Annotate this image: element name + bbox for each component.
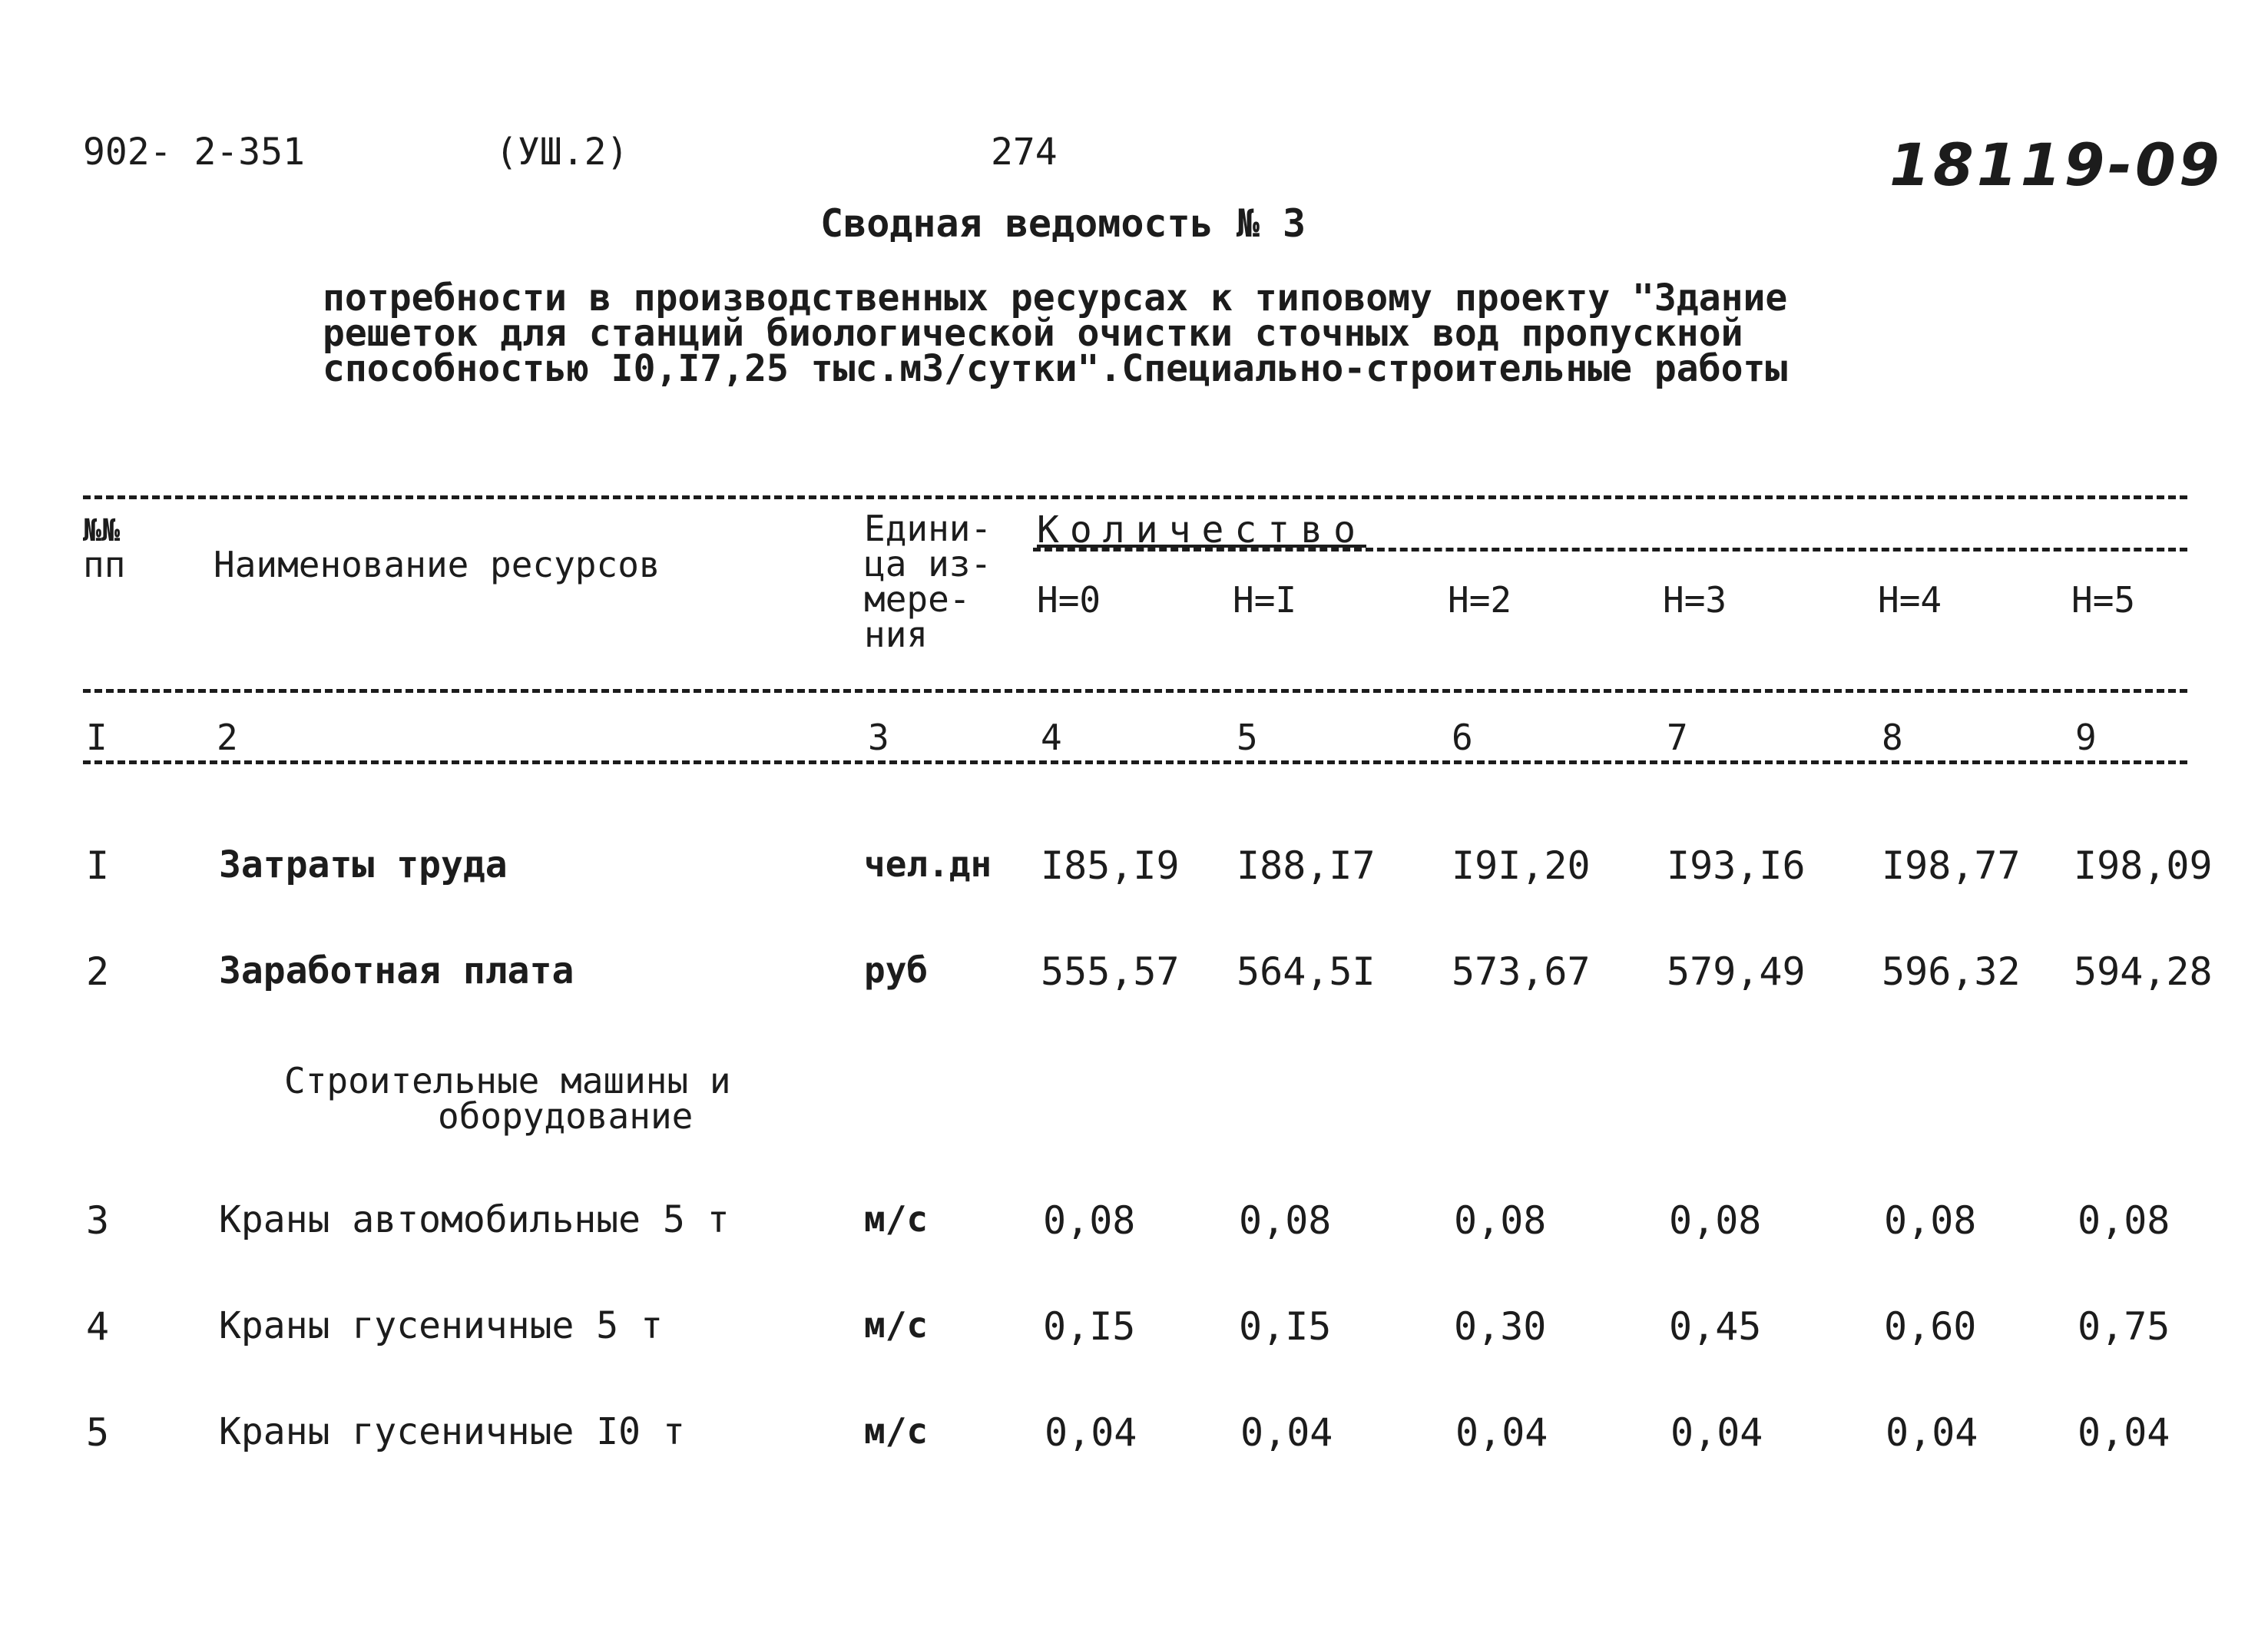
- description-line-1: потребности в производственных ресурсах к типовому проекту "Здание: [323, 277, 1788, 320]
- col-unit-header-line-2: ца из-: [864, 543, 992, 585]
- table-top-rule: [83, 495, 2187, 499]
- row-3-h4: 0,08: [1884, 1198, 1977, 1243]
- sub-header-h4: Н=4: [1878, 579, 1942, 621]
- col-number-8: 8: [1882, 717, 1903, 758]
- col-number-6: 6: [1452, 717, 1473, 758]
- row-4-h1: 0,I5: [1239, 1304, 1332, 1349]
- row-2-h1: 564,5I: [1237, 949, 1376, 994]
- sub-header-h3: Н=3: [1663, 579, 1727, 621]
- row-3-h2: 0,08: [1454, 1198, 1547, 1243]
- row-2-h3: 579,49: [1667, 949, 1806, 994]
- row-4-name: Краны гусеничные 5 т: [219, 1304, 663, 1347]
- row-3-no: 3: [86, 1198, 110, 1243]
- row-4-h5: 0,75: [2078, 1304, 2170, 1349]
- quantity-header: Количество: [1037, 508, 1366, 552]
- row-1-unit: чел.дн: [864, 843, 992, 885]
- row-5-h4: 0,04: [1886, 1410, 1978, 1455]
- col-number-7: 7: [1667, 717, 1688, 758]
- col-unit-header-line-1: Едини-: [864, 508, 992, 549]
- col-number-3: 3: [868, 717, 889, 758]
- row-2-h4: 596,32: [1882, 949, 2021, 994]
- row-4-h2: 0,30: [1454, 1304, 1547, 1349]
- handwritten-number: 18119-09: [1889, 131, 2223, 199]
- col-number-1: I: [86, 717, 108, 758]
- description-line-3: способностью I0,I7,25 тыс.м3/сутки".Специально-строительные работы: [323, 347, 1788, 390]
- row-4-h3: 0,45: [1669, 1304, 1762, 1349]
- col-no-header-line-1: №№: [83, 513, 121, 548]
- row-5-unit: м/с: [864, 1410, 929, 1452]
- row-5-h0: 0,04: [1045, 1410, 1137, 1455]
- description-line-2: решеток для станций биологической очистки сточных вод пропускной: [323, 312, 1743, 355]
- column-number-rule: [83, 760, 2187, 764]
- sub-header-h0: Н=0: [1037, 579, 1101, 621]
- col-no-header-line-2: пп: [83, 544, 126, 585]
- row-1-name: Затраты труда: [219, 843, 508, 886]
- row-4-unit: м/с: [864, 1304, 929, 1346]
- row-4-no: 4: [86, 1304, 110, 1349]
- row-1-no: I: [86, 843, 110, 888]
- col-name-header: Наименование ресурсов: [214, 544, 661, 585]
- row-1-h0: I85,I9: [1041, 843, 1180, 888]
- page-number: 274: [991, 131, 1058, 174]
- row-1-h3: I93,I6: [1667, 843, 1806, 888]
- row-2-h0: 555,57: [1041, 949, 1180, 994]
- row-3-name: Краны автомобильные 5 т: [219, 1198, 730, 1241]
- row-3-h1: 0,08: [1239, 1198, 1332, 1243]
- row-5-h5: 0,04: [2078, 1410, 2170, 1455]
- row-3-unit: м/с: [864, 1198, 929, 1240]
- row-1-h4: I98,77: [1882, 843, 2021, 888]
- row-5-no: 5: [86, 1410, 110, 1455]
- col-unit-header-line-4: ния: [864, 614, 929, 655]
- col-number-5: 5: [1237, 717, 1258, 758]
- row-1-h5: I98,09: [2074, 843, 2213, 888]
- row-3-h5: 0,08: [2078, 1198, 2170, 1243]
- document-code: 902- 2-351: [83, 131, 305, 174]
- sub-header-h1: Н=I: [1233, 579, 1297, 621]
- section-code: (УШ.2): [495, 131, 629, 174]
- row-5-h2: 0,04: [1455, 1410, 1548, 1455]
- section-heading-line-1: Строительные машины и: [284, 1060, 731, 1101]
- col-unit-header-line-3: мере-: [864, 578, 971, 620]
- row-1-h1: I88,I7: [1237, 843, 1376, 888]
- row-3-h3: 0,08: [1669, 1198, 1762, 1243]
- row-2-no: 2: [86, 949, 110, 994]
- row-2-unit: руб: [864, 949, 929, 991]
- row-5-name: Краны гусеничные I0 т: [219, 1410, 685, 1453]
- section-heading-line-2: оборудование: [438, 1095, 694, 1137]
- row-4-h0: 0,I5: [1043, 1304, 1136, 1349]
- col-number-9: 9: [2075, 717, 2097, 758]
- sub-header-h2: Н=2: [1448, 579, 1512, 621]
- row-5-h1: 0,04: [1240, 1410, 1333, 1455]
- row-3-h0: 0,08: [1043, 1198, 1136, 1243]
- col-number-2: 2: [217, 717, 238, 758]
- page-title: Сводная ведомость № 3: [820, 201, 1306, 246]
- row-2-name: Заработная плата: [219, 949, 574, 992]
- row-5-h3: 0,04: [1670, 1410, 1763, 1455]
- row-2-h5: 594,28: [2074, 949, 2213, 994]
- col-number-4: 4: [1041, 717, 1062, 758]
- row-2-h2: 573,67: [1452, 949, 1591, 994]
- row-4-h4: 0,60: [1884, 1304, 1977, 1349]
- row-1-h2: I9I,20: [1452, 843, 1591, 888]
- header-bottom-rule: [83, 689, 2187, 693]
- sub-header-h5: Н=5: [2071, 579, 2136, 621]
